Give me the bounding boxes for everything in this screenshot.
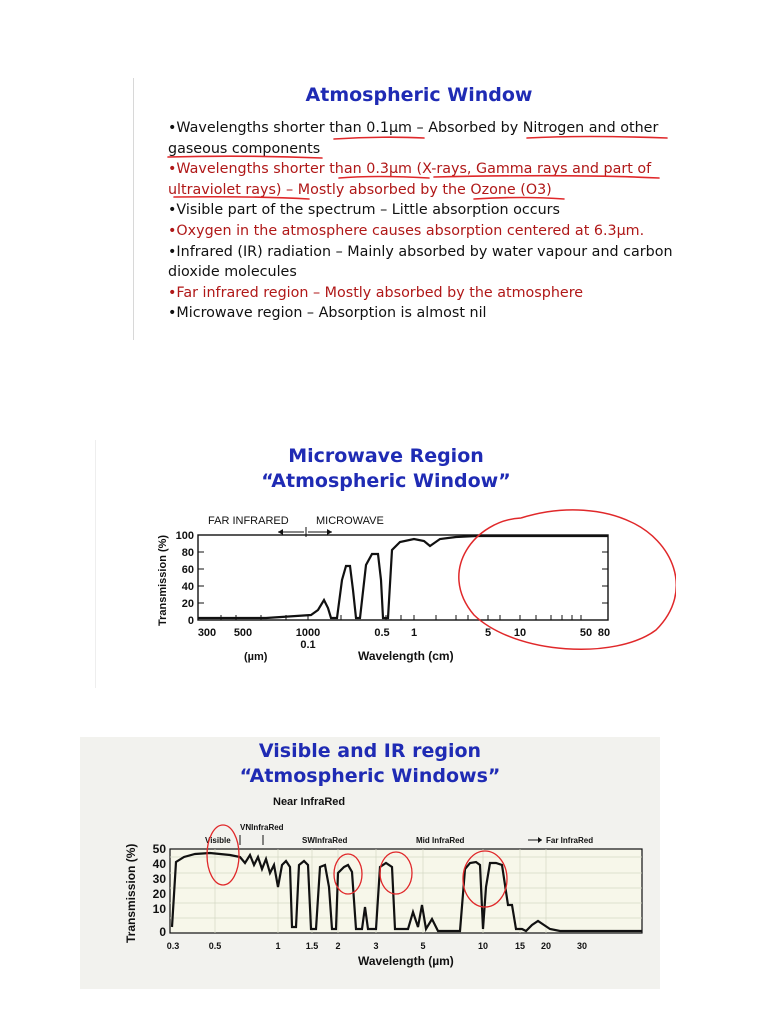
x-tick-label: 0.5	[374, 627, 390, 639]
x-tick-label: 80	[597, 627, 611, 639]
y-tick-label: 40	[181, 581, 194, 593]
x-axis-label: Wavelength (µm)	[358, 954, 454, 968]
slide-atmospheric-window	[133, 78, 674, 340]
slide-title-line2: “Atmospheric Window”	[261, 470, 511, 492]
bullet-item: •Wavelengths shorter than 0.1µm – Absorbed by Nitrogen and other gaseous components	[168, 120, 659, 157]
far-ir-arrow-head	[538, 837, 542, 843]
slide-microwave-region	[95, 440, 676, 688]
x-tick-label: 1.5	[305, 941, 319, 951]
plot-frame	[198, 535, 608, 620]
bullet-item: •Infrared (IR) radiation – Mainly absorbed by water vapour and carbon dioxide molecules	[168, 243, 673, 281]
x-tick-label: 5	[420, 941, 426, 951]
near-infrared-label: Near InfraRed	[273, 796, 346, 808]
y-tick-label: 10	[152, 902, 166, 916]
x-tick-label: 10	[477, 941, 489, 951]
x-tick-label: 50	[579, 627, 593, 639]
y-tick-label: 20	[181, 598, 194, 610]
bullet-item: •Microwave region – Absorption is almost nil	[168, 305, 487, 322]
region-label-mid-infrared: Mid InfraRed	[416, 836, 465, 845]
region-label-far-infrared: Far InfraRed	[546, 836, 594, 845]
slide-title: Atmospheric Window	[305, 84, 533, 106]
x-tick-label: 30	[576, 941, 588, 951]
x-tick-label: 0.3	[166, 941, 180, 951]
slide-title-line1: Visible and IR region	[258, 740, 482, 762]
plot-frame	[170, 849, 642, 933]
y-tick-label: 0	[187, 615, 194, 627]
x-tick-label: 15	[514, 941, 526, 951]
x-tick-sub-label: 0.1	[300, 639, 316, 651]
x-axis-label: Wavelength (cm)	[358, 649, 454, 663]
bullet-item: •Wavelengths shorter than 0.3µm (X-rays, Gamma rays and part of ultraviolet rays) – Mostly absorbed by the Ozone (O3)	[168, 161, 652, 198]
region-label-far-infrared: FAR INFRARED	[208, 515, 289, 527]
x-tick-label: 1	[410, 627, 418, 639]
x-tick-label: 0.5	[208, 941, 222, 951]
arrow-left-head	[278, 529, 283, 535]
x-tick-label: 3	[373, 941, 379, 951]
y-tick-label: 60	[181, 564, 194, 576]
arrow-right-head	[327, 529, 332, 535]
region-label-swinfrared: SWInfraRed	[302, 836, 348, 845]
bullet-item: •Visible part of the spectrum – Little absorption occurs	[168, 202, 560, 219]
x-tick-label: 1	[275, 941, 281, 951]
x-tick-label: 500	[233, 627, 253, 639]
bullet-item: •Oxygen in the atmosphere causes absorption centered at 6.3µm.	[168, 222, 645, 239]
transmission-curve	[198, 536, 608, 618]
region-label-microwave: MICROWAVE	[316, 515, 384, 527]
y-tick-label: 30	[152, 872, 166, 886]
region-label-visible: Visible	[205, 836, 231, 845]
y-tick-label: 80	[181, 547, 194, 559]
bullet-item: •Far infrared region – Mostly absorbed by the atmosphere	[168, 284, 584, 301]
x-tick-label: 1000	[295, 627, 321, 639]
y-tick-label: 20	[152, 887, 166, 901]
visible-ir-chart	[80, 737, 660, 989]
region-label-vninfrared: VNInfraRed	[240, 823, 284, 832]
handwritten-circle	[459, 510, 676, 649]
bullet-list	[168, 118, 678, 324]
y-tick-label: 100	[175, 530, 194, 542]
microwave-chart	[96, 440, 676, 688]
x-tick-label: 10	[513, 627, 527, 639]
slide-title-line1: Microwave Region	[288, 445, 484, 467]
slide-title-line2: “Atmospheric Windows”	[239, 765, 501, 787]
y-tick-label: 40	[152, 857, 166, 871]
y-axis-label: Transmission (%)	[157, 534, 169, 626]
y-tick-label: 0	[159, 925, 166, 939]
x-unit-label: (µm)	[244, 651, 268, 663]
x-tick-label: 5	[484, 627, 492, 639]
x-tick-label: 300	[197, 627, 217, 639]
x-tick-label: 20	[540, 941, 552, 951]
y-tick-label: 50	[152, 842, 166, 856]
slide-visible-ir-region	[80, 737, 660, 989]
x-tick-label: 2	[335, 941, 341, 951]
y-axis-label: Transmission (%)	[124, 843, 138, 943]
